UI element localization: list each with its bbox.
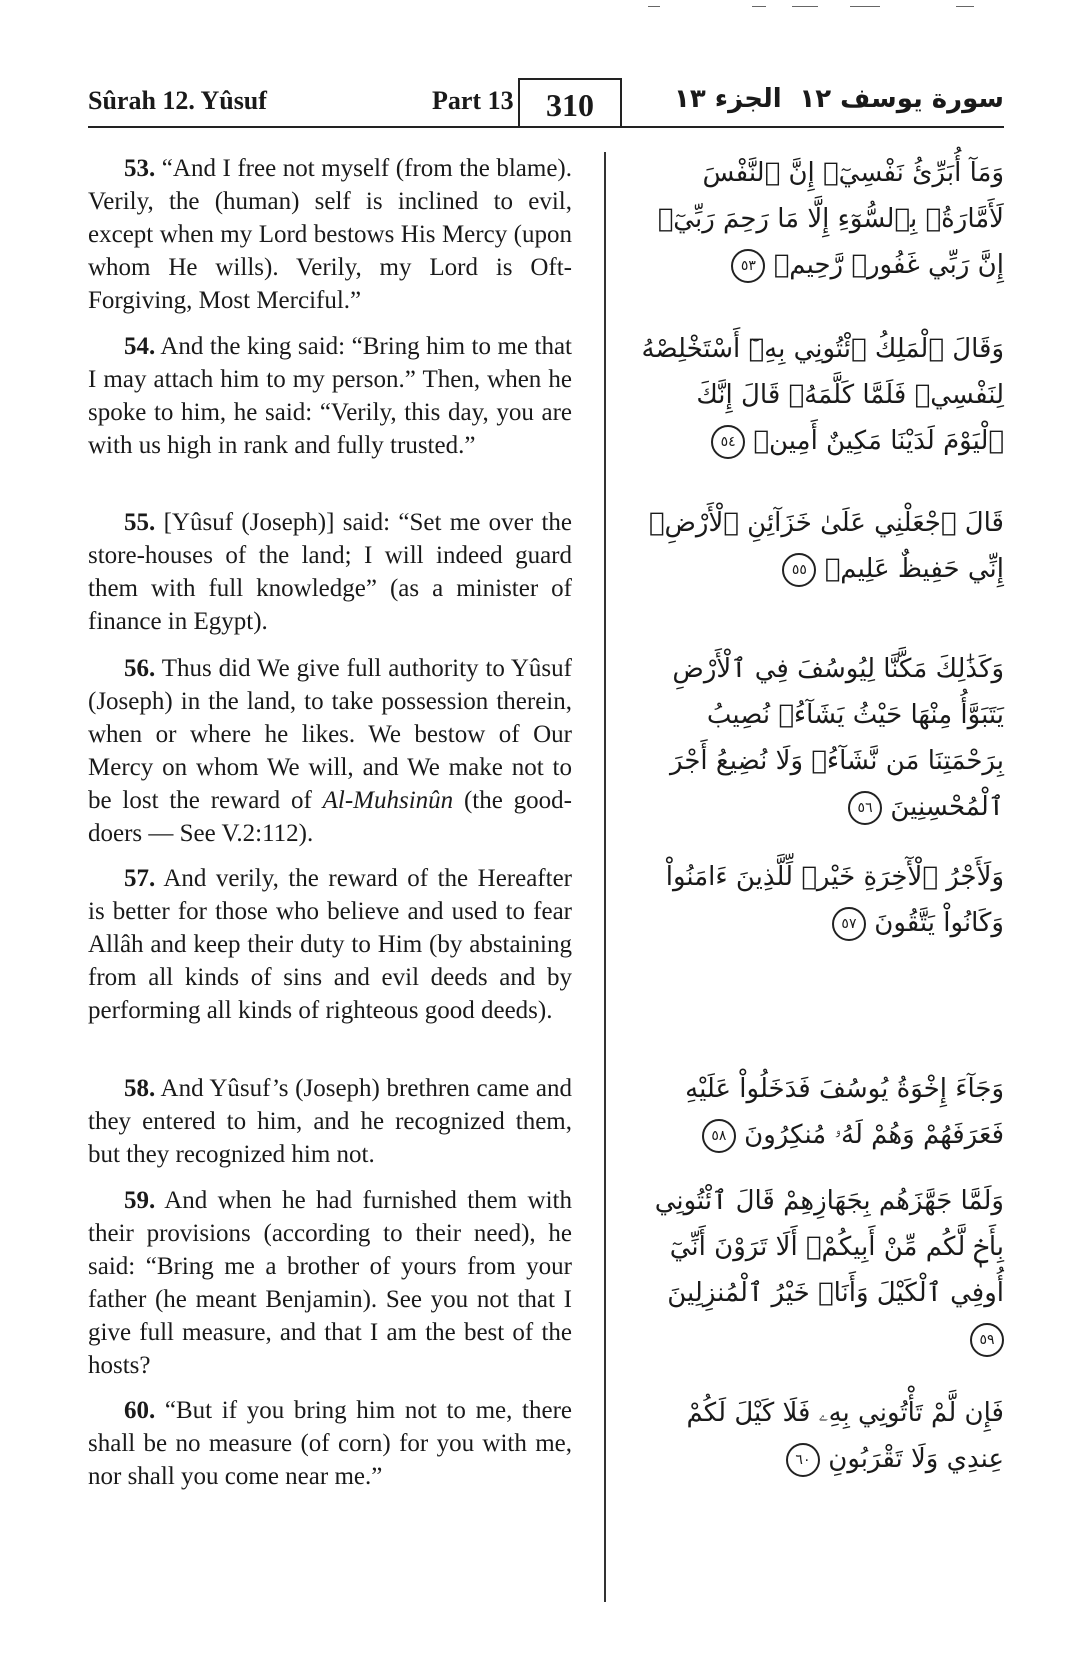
juz-label-ar: الجزء ١٣	[674, 84, 782, 114]
arabic-verse-53	[628, 150, 1004, 288]
verse-57	[88, 862, 572, 1027]
verse-60	[88, 1394, 572, 1493]
surah-title-ar: سورة يوسف ١٢	[799, 84, 1004, 114]
verse-number: 55.	[124, 509, 156, 536]
verse-number: 56.	[124, 655, 156, 682]
arabic-text: وَلَمَّا جَهَّزَهُم بِجَهَازِهِمْ قَالَ ٱئْتُونِي بِأَخٖ لَّكُم مِّنْ أَبِيكُمْۚ أَلَا تَرَوْنَ أَنِّيٓ أُوفِي ٱلْكَيْلَ وَأَنَا۠ خَيْرُ ٱلْمُنزِلِينَ	[654, 1186, 1004, 1308]
verse-number: 60.	[124, 1397, 156, 1424]
page-header	[88, 80, 1004, 130]
verse-55	[88, 506, 572, 638]
column-divider	[604, 152, 606, 1602]
verse-56	[88, 652, 572, 850]
arabic-text: فَإِن لَّمْ تَأْتُونِي بِهِۦ فَلَا كَيْلَ لَكُمْ عِندِي وَلَا تَقْرَبُونِ	[686, 1398, 1004, 1474]
verse-59	[88, 1184, 572, 1382]
ayah-marker-icon: ٥٨	[702, 1119, 736, 1153]
ayah-marker-icon: ٥٦	[848, 791, 882, 825]
ayah-marker-icon: ٥٥	[782, 553, 816, 587]
arabic-verse-57	[628, 854, 1004, 946]
verse-text-after: (the good-doers — See V.2:112).	[88, 787, 572, 847]
verse-text: And Yûsuf’s (Joseph) brethren came and they entered to him, and he recognized them, but they recognized him not.	[88, 1075, 572, 1168]
header-rule	[88, 126, 1004, 128]
surah-title-en: Sûrah 12. Yûsuf	[88, 86, 267, 115]
verse-text: And when he had furnished them with their provisions (according to their need), he said: “Bring me a brother of yours from your father (he meant Benjamin). See you not that I give full measure, and that I am the best of the hosts?	[88, 1187, 572, 1379]
verse-text: Thus did We give full authority to Yûsuf (Joseph) in the land, to take possession therein, when or where he likes. We bestow of Our Mercy on whom We will, and We make not to be lost the reward of	[88, 655, 572, 814]
ayah-marker-icon: ٦٠	[786, 1443, 820, 1477]
arabic-verse-54	[628, 326, 1004, 464]
arabic-verse-58	[628, 1066, 1004, 1158]
verse-italic-term: Al-Muhsinûn	[322, 787, 454, 814]
verse-54	[88, 330, 572, 462]
verse-53	[88, 152, 572, 317]
ayah-marker-icon: ٥٩	[970, 1323, 1004, 1357]
ayah-marker-icon: ٥٤	[711, 425, 745, 459]
ayah-marker-icon: ٥٧	[832, 907, 866, 941]
arabic-text: وَمَآ أُبَرِّئُ نَفْسِيٓۚ إِنَّ ٱلنَّفْسَ لَأَمَّارَةُۢ بِٱلسُّوٓءِ إِلَّا مَا رَحِمَ رَبِّيٓۚ إِنَّ رَبِّي غَفُورٞ رَّحِيمٞ	[657, 158, 1004, 280]
part-label: Part 13	[432, 86, 514, 115]
verse-text: And verily, the reward of the Hereafter is better for those who believe and used to fear Allâh and keep their duty to Him (by abstaining from all kinds of sins and evil deeds and by performing all kinds of righteous good deeds).	[88, 865, 572, 1024]
arabic-text: قَالَ ٱجْعَلْنِي عَلَىٰ خَزَآئِنِ ٱلْأَرْضِۖ إِنِّي حَفِيظٌ عَلِيمٞ	[648, 508, 1004, 584]
verse-number: 58.	[124, 1075, 156, 1102]
verse-text: And the king said: “Bring him to me that I may attach him to my person.” Then, when he spoke to him, he said: “Verily, this day, you are with us high in rank and fully trusted.”	[88, 333, 572, 459]
verse-58	[88, 1072, 572, 1171]
page-number: 310	[518, 78, 622, 126]
arabic-verse-55	[628, 500, 1004, 592]
ayah-marker-icon: ٥٣	[731, 249, 765, 283]
verse-text: “But if you bring him not to me, there shall be no measure (of corn) for you with me, nor shall you come near me.”	[88, 1397, 572, 1490]
arabic-verse-59	[628, 1178, 1004, 1362]
verse-number: 54.	[124, 333, 156, 360]
verse-text: [Yûsuf (Joseph)] said: “Set me over the store-houses of the land; I will indeed guard them with full knowledge” (as a minister of finance in Egypt).	[88, 509, 572, 635]
verse-text: “And I free not myself (from the blame). Verily, the (human) self is inclined to evil, except when my Lord bestows His Mercy (upon whom He wills). Verily, my Lord is Oft-Forgiving, Most Merciful.”	[88, 155, 572, 314]
arabic-text: وَكَذَٰلِكَ مَكَّنَّا لِيُوسُفَ فِي ٱلْأَرْضِ يَتَبَوَّأُ مِنْهَا حَيْثُ يَشَآءُۚ نُصِيبُ بِرَحْمَتِنَا مَن نَّشَآءُۖ وَلَا نُضِيعُ أَجْرَ ٱلْمُحْسِنِينَ	[669, 654, 1004, 822]
arabic-verse-60	[628, 1390, 1004, 1482]
arabic-verse-56	[628, 646, 1004, 830]
arabic-text: وَجَآءَ إِخْوَةُ يُوسُفَ فَدَخَلُواْ عَلَيْهِ فَعَرَفَهُمْ وَهُمْ لَهُۥ مُنكِرُونَ	[685, 1074, 1004, 1150]
verse-number: 57.	[124, 865, 156, 892]
verse-number: 59.	[124, 1187, 156, 1214]
arabic-text: وَقَالَ ٱلْمَلِكُ ٱئْتُونِي بِهِۦٓ أَسْتَخْلِصْهُ لِنَفْسِيۖ فَلَمَّا كَلَّمَهُۥ قَالَ إِنَّكَ ٱلْيَوْمَ لَدَيْنَا مَكِينٌ أَمِينٞ	[641, 334, 1004, 456]
verse-number: 53.	[124, 155, 156, 182]
top-edge-marks	[640, 6, 1040, 10]
arabic-text: وَلَأَجْرُ ٱلْأٓخِرَةِ خَيْرٞ لِّلَّذِينَ ءَامَنُواْ وَكَانُواْ يَتَّقُونَ	[665, 862, 1004, 938]
